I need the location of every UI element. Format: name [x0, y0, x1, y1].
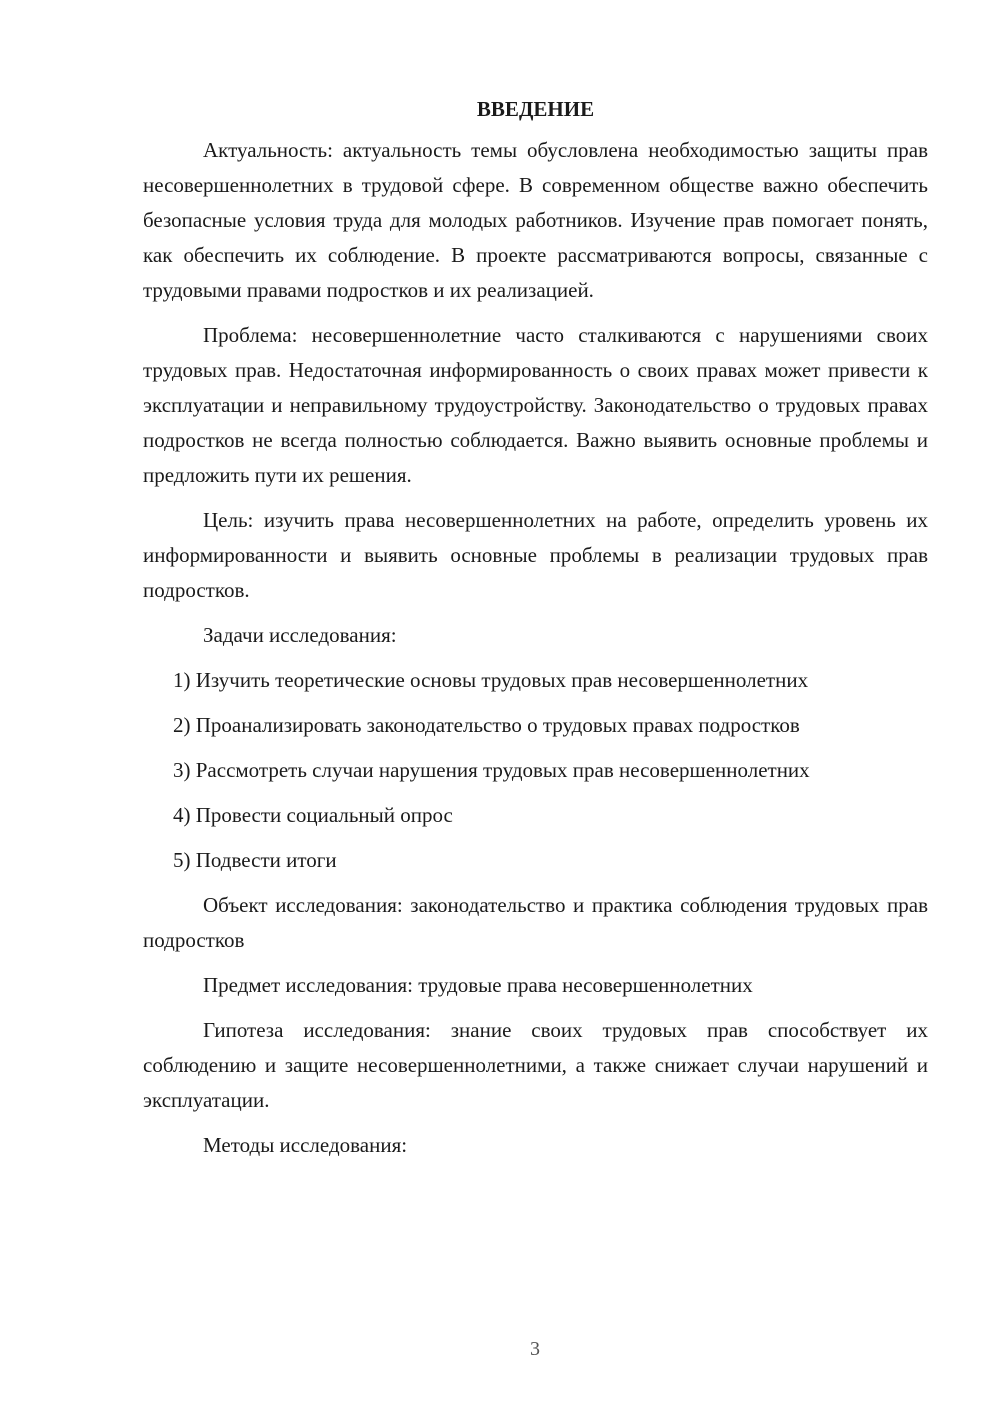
paragraph-tasks-heading: Задачи исследования:: [203, 623, 397, 647]
paragraph-goal: Цель: изучить права несовершеннолетних на работе, определить уровень их информированности и выявить основные проблемы в реализации трудовых прав подростков.: [143, 508, 928, 602]
document-body: [143, 92, 928, 1173]
task-item-2: 2) Проанализировать законодательство о трудовых правах подростков: [173, 713, 800, 737]
paragraph-subject: Предмет исследования: трудовые права несовершеннолетних: [203, 973, 753, 997]
paragraph-relevance: Актуальность: актуальность темы обусловлена необходимостью защиты прав несовершеннолетних в трудовой сфере. В современном обществе важно обеспечить безопасные условия труда для молодых работников. Изучение прав помогает понять, как обеспечить их соблюдение. В проекте рассматриваются вопросы, связанные с трудовыми правами подростков и их реализацией.: [143, 138, 928, 302]
task-item-4: 4) Провести социальный опрос: [173, 803, 453, 827]
paragraph-methods: Методы исследования:: [203, 1133, 408, 1157]
paragraph-problem: Проблема: несовершеннолетние часто сталкиваются с нарушениями своих трудовых прав. Недостаточная информированность о своих правах может привести к эксплуатации и неправильному трудоустройству. Законодательство о трудовых правах подростков не всегда полностью соблюдается. Важно выявить основные проблемы и предложить пути их решения.: [143, 323, 928, 487]
page-number: 3: [530, 1338, 540, 1360]
task-item-3: 3) Рассмотреть случаи нарушения трудовых прав несовершеннолетних: [173, 758, 810, 782]
section-title: ВВЕДЕНИЕ: [476, 97, 595, 121]
paragraph-object: Объект исследования: законодательство и практика соблюдения трудовых прав подростков: [143, 893, 928, 952]
paragraph-hypothesis: Гипотеза исследования: знание своих трудовых прав способствует их соблюдению и защите несовершеннолетними, а также снижает случаи нарушений и эксплуатации.: [143, 1018, 928, 1112]
task-item-1: 1) Изучить теоретические основы трудовых прав несовершеннолетних: [173, 668, 809, 692]
task-item-5: 5) Подвести итоги: [173, 848, 337, 872]
